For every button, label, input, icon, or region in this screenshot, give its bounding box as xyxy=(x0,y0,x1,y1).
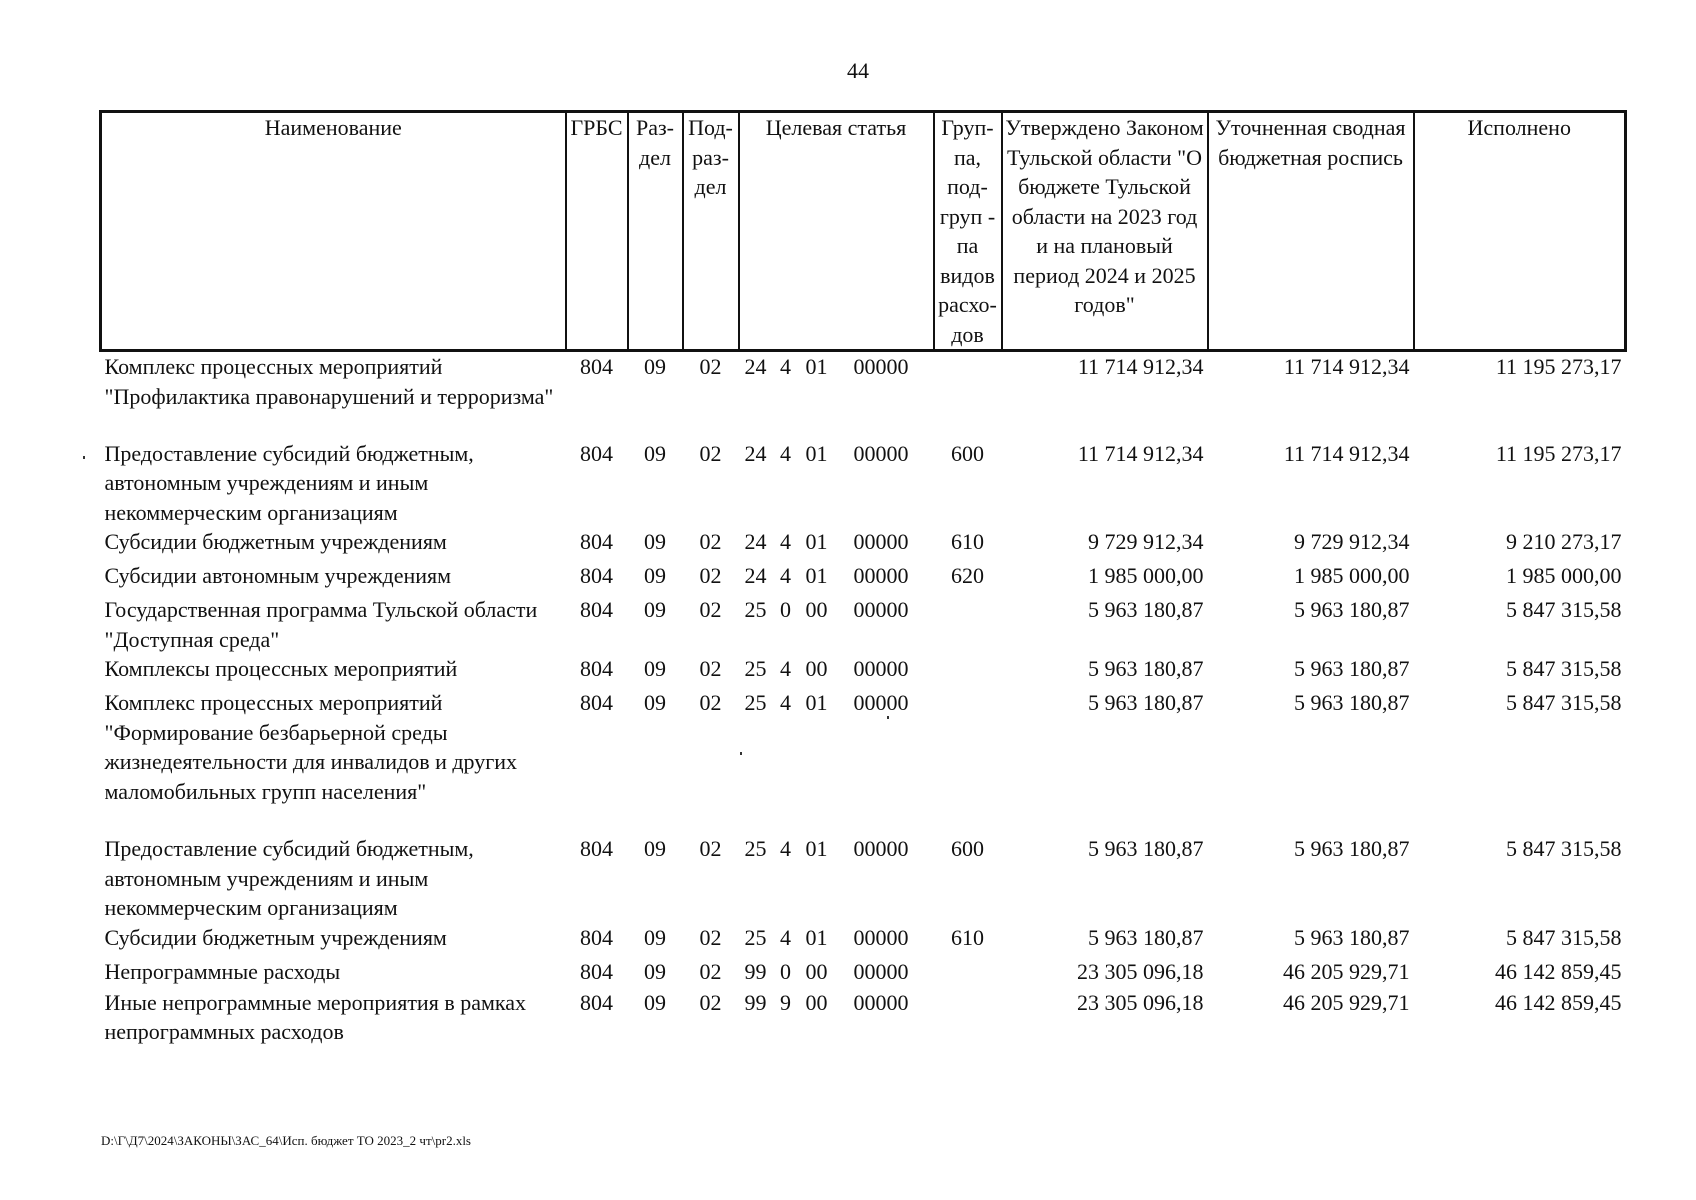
row-group: 600 xyxy=(951,836,984,861)
row-name: Субсидии автономным учреждениям xyxy=(104,563,452,588)
target-direction: 00000 xyxy=(853,690,909,715)
table-row xyxy=(101,439,1626,528)
row-target xyxy=(739,988,934,1048)
row-refined: 5 963 180,87 xyxy=(1294,656,1410,681)
target-program: 24 xyxy=(744,563,767,588)
target-direction: 00000 xyxy=(853,958,909,984)
table-row xyxy=(101,834,1626,923)
row-name: Субсидии бюджетным учреждениям xyxy=(104,529,447,554)
row-refined: 5 963 180,87 xyxy=(1294,597,1410,622)
table-row xyxy=(101,561,1626,595)
row-group xyxy=(934,688,1002,834)
table-row xyxy=(101,654,1626,688)
row-executed: 46 142 859,45 xyxy=(1495,989,1622,1015)
row-refined: 5 963 180,87 xyxy=(1294,690,1410,715)
row-razdel: 09 xyxy=(644,924,666,950)
row-name: Комплексы процессных мероприятий xyxy=(104,656,458,681)
header-group: Груп- па, под- груп - па видов расхо- дов xyxy=(934,112,1002,351)
row-name: Иные непрограммные мероприятия в рамках непрограммных расходов xyxy=(104,989,527,1044)
row-podrazdel: 02 xyxy=(699,354,722,379)
row-group xyxy=(934,988,1002,1048)
row-razdel: 09 xyxy=(644,690,666,715)
row-refined: 5 963 180,87 xyxy=(1294,836,1410,861)
target-program: 25 xyxy=(744,597,767,622)
target-event: 01 xyxy=(805,440,828,466)
row-executed: 9 210 273,17 xyxy=(1506,529,1622,554)
target-direction: 00000 xyxy=(853,440,909,466)
page-number: 44 xyxy=(847,58,869,83)
row-grbs: 804 xyxy=(580,440,613,466)
table-row xyxy=(101,957,1626,988)
row-podrazdel: 02 xyxy=(699,440,722,466)
row-podrazdel: 02 xyxy=(699,989,722,1015)
target-subprogram: 4 xyxy=(780,924,791,950)
row-target xyxy=(739,957,934,988)
target-event: 01 xyxy=(805,924,828,950)
row-grbs: 804 xyxy=(580,656,613,681)
target-program: 25 xyxy=(744,690,767,715)
row-name: Предоставление субсидий бюджетным, автономным учреждениям и иным некоммерческим организациям xyxy=(104,440,474,525)
row-grbs: 804 xyxy=(580,924,613,950)
header-refined: Уточненная сводная бюджетная роспись xyxy=(1208,112,1414,351)
target-subprogram: 4 xyxy=(780,529,791,554)
row-executed: 5 847 315,58 xyxy=(1506,690,1622,715)
table-row xyxy=(101,688,1626,834)
target-direction: 00000 xyxy=(853,836,909,861)
row-executed: 46 142 859,45 xyxy=(1495,958,1622,984)
row-grbs: 804 xyxy=(580,690,613,715)
header-name: Наименование xyxy=(101,112,566,351)
row-group: 610 xyxy=(951,924,984,950)
row-target xyxy=(739,834,934,923)
row-group xyxy=(934,654,1002,688)
target-subprogram: 0 xyxy=(780,958,791,984)
row-group: 620 xyxy=(951,563,984,588)
row-group: 610 xyxy=(951,529,984,554)
row-approved: 11 714 912,34 xyxy=(1077,354,1204,379)
row-refined: 46 205 929,71 xyxy=(1283,958,1410,984)
row-executed: 11 195 273,17 xyxy=(1495,354,1622,379)
row-approved: 23 305 096,18 xyxy=(1077,989,1204,1015)
target-program: 99 xyxy=(744,989,767,1015)
row-target xyxy=(739,439,934,528)
row-name: Комплекс процессных мероприятий "Профилактика правонарушений и терроризма" xyxy=(104,354,554,409)
footer-file-path: D:\Г\Д7\2024\ЗАКОНЫ\ЗАС_64\Исп. бюджет ТО 2023_2 чт\pr2.xls xyxy=(101,1133,471,1148)
table-row xyxy=(101,351,1626,439)
row-group: 600 xyxy=(951,440,984,466)
target-program: 25 xyxy=(744,924,767,950)
header-executed: Исполнено xyxy=(1414,112,1626,351)
row-executed: 5 847 315,58 xyxy=(1506,597,1622,622)
row-razdel: 09 xyxy=(644,354,666,379)
target-direction: 00000 xyxy=(853,563,909,588)
row-target xyxy=(739,654,934,688)
row-target xyxy=(739,351,934,439)
row-approved: 9 729 912,34 xyxy=(1088,529,1204,554)
row-target xyxy=(739,595,934,654)
target-direction: 00000 xyxy=(853,597,909,622)
row-refined: 9 729 912,34 xyxy=(1294,529,1410,554)
target-direction: 00000 xyxy=(853,989,909,1015)
row-name: Государственная программа Тульской области "Доступная среда" xyxy=(104,597,538,652)
row-executed: 5 847 315,58 xyxy=(1506,836,1622,861)
table-row xyxy=(101,923,1626,957)
target-event: 01 xyxy=(805,354,828,379)
row-razdel: 09 xyxy=(644,563,666,588)
row-approved: 1 985 000,00 xyxy=(1088,563,1204,588)
row-name: Комплекс процессных мероприятий "Формирование безбарьерной среды жизнедеятельности для инвалидов и других маломобильных групп населения" xyxy=(104,690,518,804)
row-target xyxy=(739,527,934,561)
row-podrazdel: 02 xyxy=(699,958,722,984)
target-direction: 00000 xyxy=(853,656,909,681)
target-program: 24 xyxy=(744,529,767,554)
target-subprogram: 4 xyxy=(780,836,791,861)
row-razdel: 09 xyxy=(644,440,666,466)
header-podrazdel: Под- раз- дел xyxy=(683,112,739,351)
row-podrazdel: 02 xyxy=(699,690,722,715)
row-approved: 5 963 180,87 xyxy=(1088,656,1204,681)
row-grbs: 804 xyxy=(580,354,613,379)
row-grbs: 804 xyxy=(580,958,613,984)
target-subprogram: 0 xyxy=(780,597,791,622)
row-razdel: 09 xyxy=(644,989,666,1015)
scan-speck xyxy=(740,752,742,755)
row-grbs: 804 xyxy=(580,563,613,588)
row-podrazdel: 02 xyxy=(699,529,722,554)
target-event: 00 xyxy=(805,958,828,984)
scan-speck xyxy=(887,716,889,719)
target-event: 00 xyxy=(805,597,828,622)
table-row xyxy=(101,527,1626,561)
row-podrazdel: 02 xyxy=(699,924,722,950)
header-razdel: Раз- дел xyxy=(628,112,683,351)
header-grbs: ГРБС xyxy=(566,112,628,351)
row-refined: 1 985 000,00 xyxy=(1294,563,1410,588)
header-approved: Утверждено Законом Тульской области "О бюджете Тульской области на 2023 год и на плановый период 2024 и 2025 годов" xyxy=(1002,112,1208,351)
table-body xyxy=(101,351,1626,1048)
row-refined: 11 714 912,34 xyxy=(1283,440,1410,466)
row-target xyxy=(739,688,934,834)
target-subprogram: 9 xyxy=(780,989,791,1015)
row-executed: 5 847 315,58 xyxy=(1506,656,1622,681)
row-razdel: 09 xyxy=(644,529,666,554)
target-subprogram: 4 xyxy=(780,440,791,466)
target-event: 01 xyxy=(805,563,828,588)
row-approved: 5 963 180,87 xyxy=(1088,836,1204,861)
target-program: 25 xyxy=(744,656,767,681)
row-grbs: 804 xyxy=(580,989,613,1015)
row-grbs: 804 xyxy=(580,836,613,861)
row-target xyxy=(739,923,934,957)
row-approved: 5 963 180,87 xyxy=(1088,690,1204,715)
row-grbs: 804 xyxy=(580,529,613,554)
row-group xyxy=(934,351,1002,439)
row-target xyxy=(739,561,934,595)
target-subprogram: 4 xyxy=(780,354,791,379)
target-event: 01 xyxy=(805,529,828,554)
scan-speck xyxy=(83,456,85,459)
target-direction: 00000 xyxy=(853,354,909,379)
row-refined: 46 205 929,71 xyxy=(1283,989,1410,1015)
target-program: 24 xyxy=(744,354,767,379)
row-razdel: 09 xyxy=(644,836,666,861)
row-name: Непрограммные расходы xyxy=(104,958,341,984)
row-grbs: 804 xyxy=(580,597,613,622)
target-event: 01 xyxy=(805,836,828,861)
target-program: 25 xyxy=(744,836,767,861)
row-podrazdel: 02 xyxy=(699,836,722,861)
target-subprogram: 4 xyxy=(780,656,791,681)
target-direction: 00000 xyxy=(853,924,909,950)
row-approved: 23 305 096,18 xyxy=(1077,958,1204,984)
row-refined: 5 963 180,87 xyxy=(1294,924,1410,950)
row-razdel: 09 xyxy=(644,597,666,622)
table-row xyxy=(101,595,1626,654)
row-executed: 1 985 000,00 xyxy=(1506,563,1622,588)
target-subprogram: 4 xyxy=(780,690,791,715)
table-row xyxy=(101,988,1626,1048)
row-refined: 11 714 912,34 xyxy=(1283,354,1410,379)
target-program: 99 xyxy=(744,958,767,984)
budget-table xyxy=(99,110,1627,1048)
row-podrazdel: 02 xyxy=(699,563,722,588)
row-executed: 11 195 273,17 xyxy=(1495,440,1622,466)
target-event: 01 xyxy=(805,690,828,715)
table-header xyxy=(101,112,1626,351)
row-razdel: 09 xyxy=(644,656,666,681)
row-name: Предоставление субсидий бюджетным, автономным учреждениям и иным некоммерческим организациям xyxy=(104,836,474,920)
row-name: Субсидии бюджетным учреждениям xyxy=(104,924,447,950)
target-program: 24 xyxy=(744,440,767,466)
row-approved: 11 714 912,34 xyxy=(1077,440,1204,466)
row-approved: 5 963 180,87 xyxy=(1088,597,1204,622)
row-executed: 5 847 315,58 xyxy=(1506,924,1622,950)
row-podrazdel: 02 xyxy=(699,656,722,681)
row-group xyxy=(934,957,1002,988)
target-event: 00 xyxy=(805,656,828,681)
row-podrazdel: 02 xyxy=(699,597,722,622)
header-target: Целевая статья xyxy=(739,112,934,351)
target-direction: 00000 xyxy=(853,529,909,554)
row-approved: 5 963 180,87 xyxy=(1088,924,1204,950)
row-group xyxy=(934,595,1002,654)
target-event: 00 xyxy=(805,989,828,1015)
target-subprogram: 4 xyxy=(780,563,791,588)
row-razdel: 09 xyxy=(644,958,666,984)
